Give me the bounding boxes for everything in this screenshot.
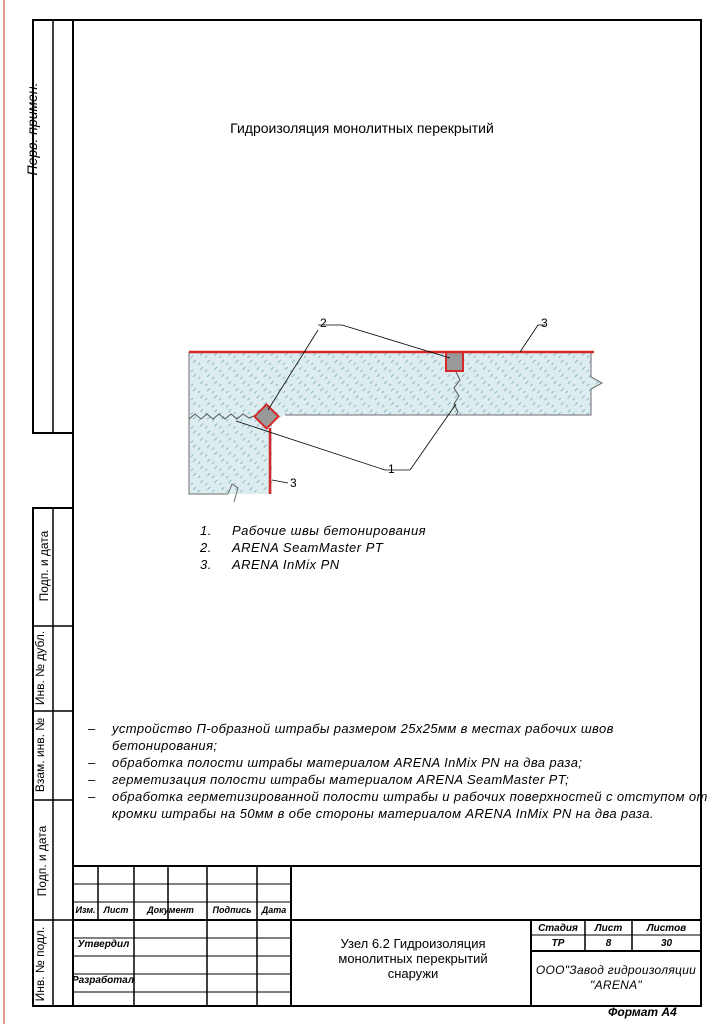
tb-approved: Утвердил [77, 939, 130, 950]
side-label-vzam-inv: Взам. инв. № [33, 717, 47, 793]
slab-detail [189, 325, 602, 502]
tb-sheets: 30 [660, 938, 673, 949]
side-label-podp-data-2: Подп. и дата [35, 825, 49, 897]
notes-list [88, 720, 708, 822]
main-frame [73, 20, 701, 1006]
legend-item: 2. ARENA SeamMaster PT [200, 540, 384, 555]
callout-1: 1 [388, 462, 395, 476]
tb-sheet-label: Лист [594, 923, 623, 934]
side-label-inv-dubl: Инв. № дубл. [33, 630, 47, 706]
tb-header-document: Документ [147, 905, 194, 915]
legend-item: 3. ARENA InMix PN [200, 557, 340, 572]
note-item: – герметизация полости штрабы материалом ARENA SeamMaster PT; [88, 772, 570, 787]
note-item: – устройство П-образной штрабы размером 25х25мм в местах рабочих швов бетонирования; [88, 721, 614, 753]
tb-header-list: Лист [103, 905, 129, 915]
tb-sheet: 8 [605, 938, 612, 949]
note-item: – обработка герметизированной полости штрабы и рабочих поверхностей с отступом от кромки штрабы на 50мм в обе стороны материалом ARENA InMix PN на два раза. [88, 789, 708, 821]
tb-developed: Разработал [71, 975, 135, 986]
tb-sheets-label: Листов [646, 923, 687, 934]
note-item: – обработка полости штрабы материалом ARENA InMix PN на два раза; [88, 755, 583, 770]
callout-3-bottom: 3 [290, 476, 297, 490]
tb-stage-label: Стадия [538, 923, 578, 934]
callout-3-top: 3 [541, 316, 548, 330]
side-label-inv-podl: Инв. № подл. [33, 926, 47, 1002]
tb-company: ООО"Завод гидроизоляции "ARENA" [535, 963, 697, 992]
tb-drawing-name: Узел 6.2 Гидроизоляция монолитных перекрытий снаружи [338, 936, 488, 981]
drawing-title: Гидроизоляция монолитных перекрытий [230, 120, 494, 136]
side-label-podp-data-1: Подп. и дата [37, 530, 51, 602]
legend-item: 1. Рабочие швы бетонирования [200, 523, 427, 538]
side-label-perv-primen: Перв. примен. [24, 82, 40, 176]
tb-stage: ТР [551, 938, 565, 949]
tb-header-date: Дата [261, 905, 287, 915]
legend [200, 522, 426, 573]
tb-header-izm: Изм. [75, 905, 96, 915]
seam-box-top [446, 352, 463, 371]
tb-header-signature: Подпись [212, 905, 252, 915]
format-label: Формат А4 [608, 1005, 677, 1019]
callout-2: 2 [320, 316, 327, 330]
